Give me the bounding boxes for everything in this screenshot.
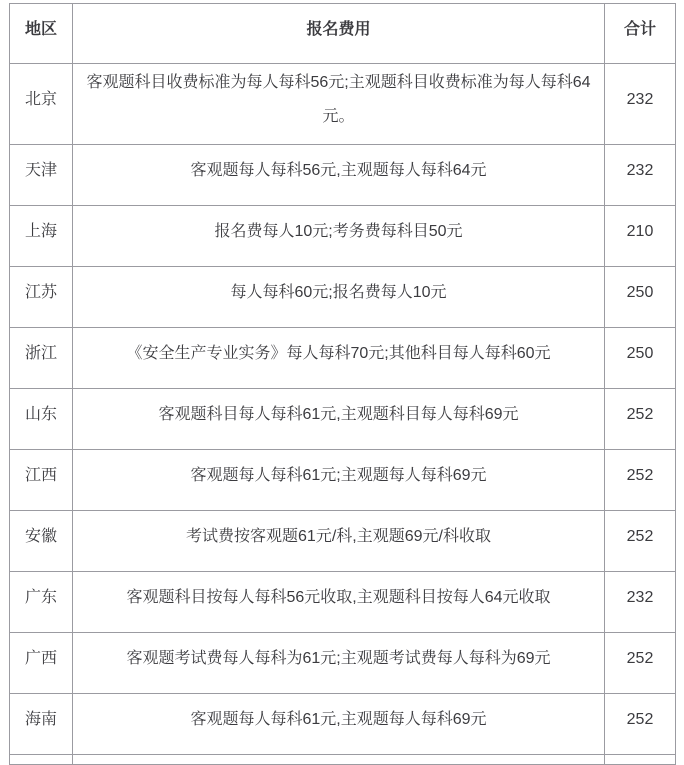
fee-cell: 报名费每人10元;考务费每科目50元 [73, 206, 605, 267]
fee-cell: 客观题考试费每人每科为61元;主观题考试费每人每科为69元 [73, 633, 605, 694]
fee-cell: 每人每科60元;报名费每人10元 [73, 267, 605, 328]
fee-cell: 客观题科目每人每科61元,主观题科目每人每科69元 [73, 389, 605, 450]
fee-cell: 客观题每人每科56元,主观题每人每科64元 [73, 145, 605, 206]
table-row [10, 572, 676, 633]
region-cell [10, 755, 73, 765]
total-cell: 252 [605, 450, 676, 511]
table-row [10, 267, 676, 328]
region-cell: 安徽 [10, 511, 73, 572]
total-cell: 232 [605, 572, 676, 633]
exam-fee-table [9, 3, 676, 765]
table-row [10, 64, 676, 145]
region-cell: 上海 [10, 206, 73, 267]
fee-cell: 客观题每人每科61元,主观题每人每科69元 [73, 694, 605, 755]
fee-cell: 客观题科目收费标准为每人每科56元;主观题科目收费标准为每人每科64元。 [73, 64, 605, 145]
total-cell: 252 [605, 633, 676, 694]
table-header-row [10, 4, 676, 64]
fee-cell: 《安全生产专业实务》每人每科70元;其他科目每人每科60元 [73, 328, 605, 389]
region-cell: 海南 [10, 694, 73, 755]
table-row [10, 633, 676, 694]
region-cell: 北京 [10, 64, 73, 145]
table-row [10, 328, 676, 389]
region-cell: 浙江 [10, 328, 73, 389]
column-header-region: 地区 [10, 4, 73, 64]
total-cell: 232 [605, 64, 676, 145]
total-cell: 250 [605, 267, 676, 328]
region-cell: 江苏 [10, 267, 73, 328]
column-header-total: 合计 [605, 4, 676, 64]
fee-cell: 考试费按客观题61元/科,主观题69元/科收取 [73, 511, 605, 572]
region-cell: 江西 [10, 450, 73, 511]
total-cell: 252 [605, 511, 676, 572]
region-cell: 天津 [10, 145, 73, 206]
table-row [10, 694, 676, 755]
table-row [10, 511, 676, 572]
table-row [10, 206, 676, 267]
total-cell [605, 755, 676, 765]
column-header-fee: 报名费用 [73, 4, 605, 64]
table-row [10, 145, 676, 206]
region-cell: 山东 [10, 389, 73, 450]
total-cell: 250 [605, 328, 676, 389]
total-cell: 210 [605, 206, 676, 267]
fee-cell [73, 755, 605, 765]
total-cell: 252 [605, 389, 676, 450]
fee-cell: 客观题每人每科61元;主观题每人每科69元 [73, 450, 605, 511]
table-row [10, 450, 676, 511]
table-row-partial [10, 755, 676, 765]
fee-cell: 客观题科目按每人每科56元收取,主观题科目按每人64元收取 [73, 572, 605, 633]
total-cell: 252 [605, 694, 676, 755]
region-cell: 广东 [10, 572, 73, 633]
region-cell: 广西 [10, 633, 73, 694]
total-cell: 232 [605, 145, 676, 206]
table-row [10, 389, 676, 450]
